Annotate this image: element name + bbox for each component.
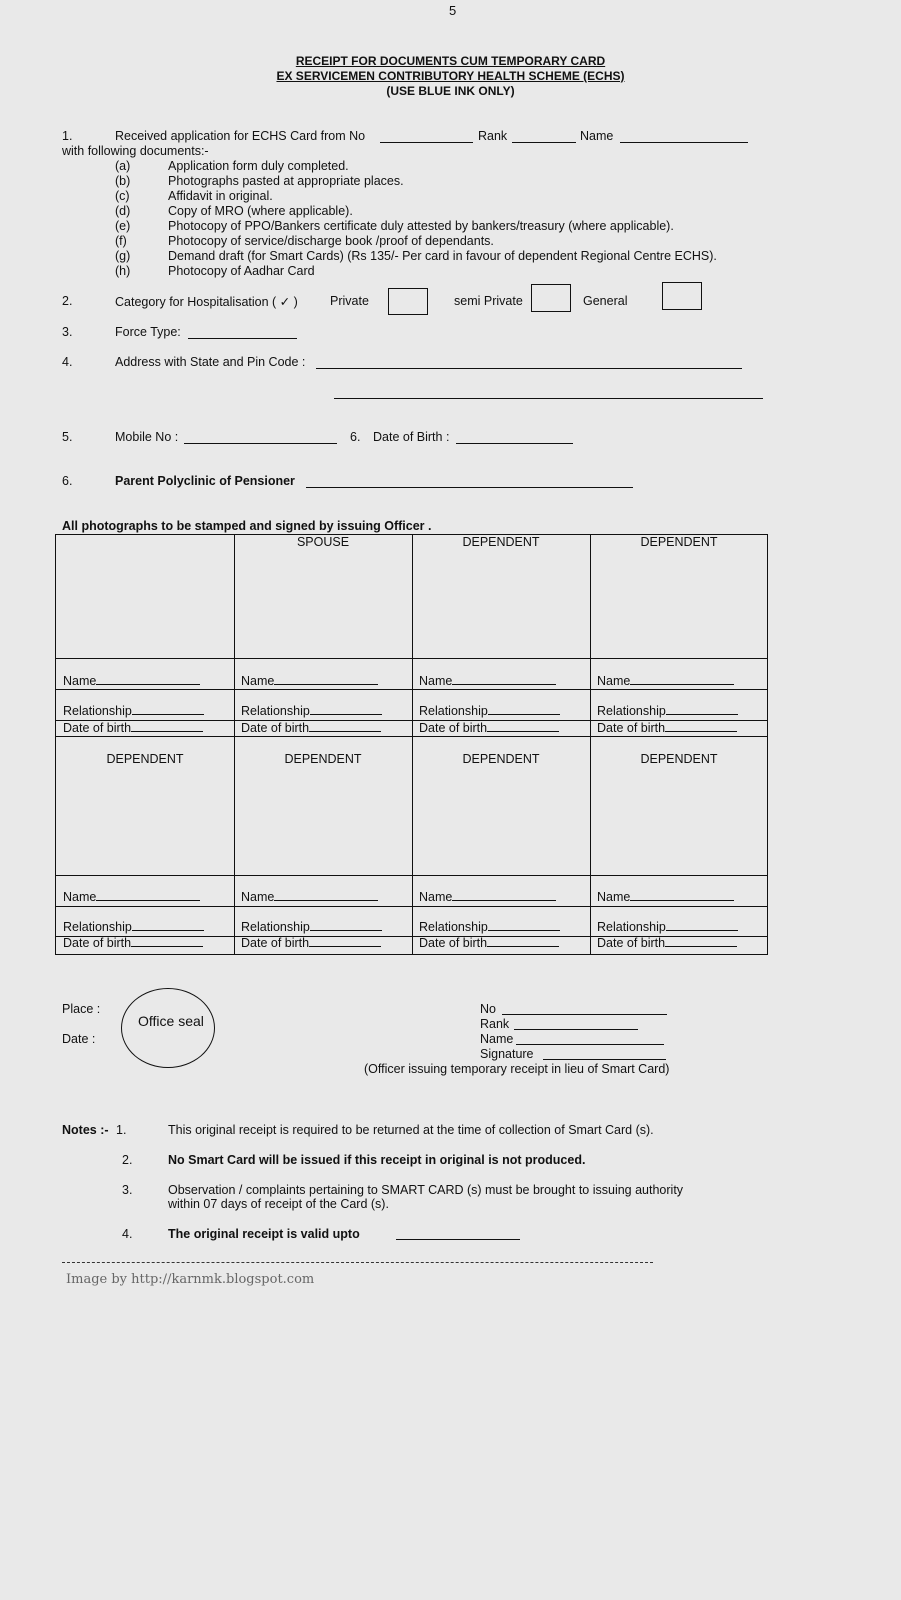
- photo-table: [55, 534, 768, 955]
- item5-number: 5.: [62, 430, 73, 444]
- field-label: Relationship: [241, 920, 310, 934]
- dob-field[interactable]: [241, 935, 381, 950]
- force-type-label: Force Type:: [115, 325, 181, 339]
- address-label: Address with State and Pin Code :: [115, 355, 306, 369]
- note-text: This original receipt is required to be returned at the time of collection of Smart Card (s).: [168, 1123, 654, 1137]
- field-label: Date of birth: [241, 721, 310, 735]
- photo-header-dependent: DEPENDENT: [462, 752, 540, 766]
- field-blank[interactable]: [630, 673, 734, 685]
- name-field[interactable]: [241, 673, 378, 688]
- table-divider: [56, 689, 767, 690]
- field-blank[interactable]: [309, 720, 381, 732]
- photo-header-dependent: DEPENDENT: [462, 535, 540, 549]
- photo-header-dependent: DEPENDENT: [640, 752, 718, 766]
- place-label: Place :: [62, 1002, 101, 1016]
- field-blank[interactable]: [630, 889, 734, 901]
- doc-code: (g): [115, 249, 131, 263]
- hospitalisation-category-label: Category for Hospitalisation ( ✓ ): [115, 295, 298, 309]
- page-number: 5: [449, 3, 457, 18]
- watermark: Image by http://karnmk.blogspot.com: [66, 1272, 315, 1287]
- field-blank[interactable]: [96, 673, 200, 685]
- field-label: Relationship: [597, 920, 666, 934]
- address-blank-1[interactable]: [316, 368, 742, 369]
- note-text: No Smart Card will be issued if this receipt in original is not produced.: [168, 1153, 586, 1167]
- field-label: Date of birth: [419, 936, 488, 950]
- title-line-1: RECEIPT FOR DOCUMENTS CUM TEMPORARY CARD: [295, 54, 606, 68]
- field-blank[interactable]: [96, 889, 200, 901]
- name-field[interactable]: [63, 889, 200, 904]
- field-label: Name: [63, 674, 97, 688]
- table-divider: [56, 736, 767, 737]
- item1-number: 1.: [62, 129, 73, 143]
- name-field[interactable]: [597, 889, 734, 904]
- photo-box[interactable]: [56, 769, 234, 875]
- field-label: Name: [597, 890, 631, 904]
- general-label: General: [583, 294, 628, 308]
- field-blank[interactable]: [488, 703, 560, 715]
- name-field[interactable]: [419, 889, 556, 904]
- semi-private-label: semi Private: [454, 294, 523, 308]
- force-type-blank[interactable]: [188, 338, 297, 339]
- note-number: 2.: [122, 1153, 133, 1167]
- ecsh-no-blank[interactable]: [380, 142, 473, 143]
- field-label: Date of birth: [241, 936, 310, 950]
- dob-field[interactable]: [63, 720, 203, 735]
- doc-text: Photocopy of service/discharge book /proof of dependants.: [168, 234, 494, 248]
- valid-upto-blank[interactable]: [396, 1239, 520, 1240]
- officer-name-label: Name: [480, 1032, 514, 1046]
- address-blank-2[interactable]: [334, 398, 763, 399]
- field-label: Date of birth: [597, 936, 666, 950]
- field-blank[interactable]: [666, 919, 738, 931]
- field-label: Relationship: [597, 704, 666, 718]
- field-blank[interactable]: [310, 703, 382, 715]
- relationship-field[interactable]: [419, 703, 560, 718]
- field-blank[interactable]: [487, 935, 559, 947]
- note-number: 3.: [122, 1183, 133, 1197]
- officer-no-blank[interactable]: [502, 1014, 667, 1015]
- dob-field[interactable]: [241, 720, 381, 735]
- field-label: Name: [419, 674, 453, 688]
- officer-signature-blank[interactable]: [543, 1059, 666, 1060]
- doc-text: Application form duly completed.: [168, 159, 349, 173]
- photo-header-dependent: DEPENDENT: [640, 535, 718, 549]
- name-field[interactable]: [241, 889, 378, 904]
- table-divider: [56, 875, 767, 876]
- field-label: Name: [419, 890, 453, 904]
- relationship-field[interactable]: [241, 919, 382, 934]
- field-label: Relationship: [419, 704, 488, 718]
- doc-code: (d): [115, 204, 131, 218]
- officer-name-blank[interactable]: [516, 1044, 664, 1045]
- dob-label: Date of Birth :: [373, 430, 450, 444]
- notes-title: Notes :-: [62, 1123, 109, 1137]
- relationship-field[interactable]: [419, 919, 560, 934]
- doc-text: Photocopy of Aadhar Card: [168, 264, 315, 278]
- doc-code: (h): [115, 264, 131, 278]
- dob-blank[interactable]: [456, 443, 573, 444]
- doc-text: Photocopy of PPO/Bankers certificate duly attested by bankers/treasury (where applicable).: [168, 219, 674, 233]
- doc-code: (a): [115, 159, 131, 173]
- doc-code: (f): [115, 234, 127, 248]
- field-label: Date of birth: [597, 721, 666, 735]
- private-label: Private: [330, 294, 369, 308]
- dashed-divider: [62, 1262, 653, 1263]
- officer-rank-label: Rank: [480, 1017, 510, 1031]
- relationship-field[interactable]: [597, 919, 738, 934]
- field-blank[interactable]: [132, 703, 204, 715]
- field-label: Relationship: [63, 704, 132, 718]
- doc-text: Affidavit in original.: [168, 189, 273, 203]
- relationship-field[interactable]: [241, 703, 382, 718]
- dob-field[interactable]: [419, 935, 559, 950]
- note-text: The original receipt is valid upto: [168, 1227, 360, 1241]
- item6-number: 6.: [62, 474, 73, 488]
- mobile-label: Mobile No :: [115, 430, 179, 444]
- date-label: Date :: [62, 1032, 96, 1046]
- field-blank[interactable]: [665, 720, 737, 732]
- field-label: Name: [241, 890, 275, 904]
- photo-box[interactable]: [56, 535, 234, 658]
- table-divider: [56, 906, 767, 907]
- officer-no-label: No: [480, 1002, 496, 1016]
- field-blank[interactable]: [309, 935, 381, 947]
- field-blank[interactable]: [487, 720, 559, 732]
- table-divider: [56, 658, 767, 659]
- field-blank[interactable]: [665, 935, 737, 947]
- field-blank[interactable]: [452, 673, 556, 685]
- doc-code: (e): [115, 219, 131, 233]
- dob-field[interactable]: [597, 720, 737, 735]
- title-line-3: (USE BLUE INK ONLY): [386, 84, 515, 98]
- rank-label: Rank: [478, 129, 508, 143]
- photo-note: All photographs to be stamped and signed by issuing Officer .: [62, 519, 432, 533]
- item3-number: 3.: [62, 325, 73, 339]
- doc-text: Photographs pasted at appropriate places.: [168, 174, 404, 188]
- field-blank[interactable]: [666, 703, 738, 715]
- relationship-field[interactable]: [63, 703, 204, 718]
- field-blank[interactable]: [274, 889, 378, 901]
- field-label: Date of birth: [63, 936, 132, 950]
- rank-blank[interactable]: [512, 142, 576, 143]
- officer-caption: (Officer issuing temporary receipt in lieu of Smart Card): [364, 1062, 670, 1076]
- photo-box[interactable]: [412, 769, 590, 875]
- note-text-continued: within 07 days of receipt of the Card (s).: [168, 1197, 389, 1211]
- doc-code: (b): [115, 174, 131, 188]
- field-blank[interactable]: [274, 673, 378, 685]
- dob-field[interactable]: [419, 720, 559, 735]
- name-blank[interactable]: [620, 142, 748, 143]
- name-field[interactable]: [419, 673, 556, 688]
- photo-header-spouse: SPOUSE: [296, 535, 350, 549]
- field-label: Relationship: [419, 920, 488, 934]
- photo-box[interactable]: [590, 769, 768, 875]
- field-label: Name: [241, 674, 275, 688]
- item4-number: 4.: [62, 355, 73, 369]
- note-number: 1.: [116, 1123, 127, 1137]
- semi-private-checkbox[interactable]: [531, 284, 571, 312]
- field-blank[interactable]: [132, 919, 204, 931]
- item1-received-text: Received application for ECHS Card from No: [115, 129, 366, 143]
- field-label: Date of birth: [419, 721, 488, 735]
- parent-polyclinic-blank[interactable]: [306, 487, 633, 488]
- photo-box[interactable]: [234, 551, 412, 658]
- general-checkbox[interactable]: [662, 282, 702, 310]
- relationship-field[interactable]: [597, 703, 738, 718]
- parent-polyclinic-label: Parent Polyclinic of Pensioner: [115, 474, 295, 488]
- doc-text: Demand draft (for Smart Cards) (Rs 135/- Per card in favour of dependent Regional Centre ECHS).: [168, 249, 717, 263]
- field-label: Relationship: [241, 704, 310, 718]
- dob-field[interactable]: [63, 935, 203, 950]
- note-text: Observation / complaints pertaining to SMART CARD (s) must be brought to issuing authority: [168, 1183, 684, 1197]
- relationship-field[interactable]: [63, 919, 204, 934]
- note-number: 4.: [122, 1227, 133, 1241]
- office-seal-label: Office seal: [138, 1013, 204, 1029]
- photo-header-dependent: DEPENDENT: [106, 752, 184, 766]
- mobile-blank[interactable]: [184, 443, 337, 444]
- officer-signature-label: Signature: [480, 1047, 534, 1061]
- field-label: Date of birth: [63, 721, 132, 735]
- field-blank[interactable]: [452, 889, 556, 901]
- item6-dob-number: 6.: [350, 430, 361, 444]
- field-blank[interactable]: [310, 919, 382, 931]
- field-blank[interactable]: [488, 919, 560, 931]
- with-docs-text: with following documents:-: [62, 144, 209, 158]
- field-blank[interactable]: [131, 935, 203, 947]
- doc-text: Copy of MRO (where applicable).: [168, 204, 353, 218]
- dob-field[interactable]: [597, 935, 737, 950]
- photo-header-dependent: DEPENDENT: [284, 752, 362, 766]
- name-field[interactable]: [63, 673, 200, 688]
- title-line-2: EX SERVICEMEN CONTRIBUTORY HEALTH SCHEME (ECHS): [276, 69, 625, 83]
- private-checkbox[interactable]: [388, 288, 428, 315]
- officer-rank-blank[interactable]: [514, 1029, 638, 1030]
- field-label: Name: [63, 890, 97, 904]
- photo-box[interactable]: [234, 769, 412, 875]
- field-label: Relationship: [63, 920, 132, 934]
- photo-box[interactable]: [590, 551, 768, 658]
- name-field[interactable]: [597, 673, 734, 688]
- name-label: Name: [580, 129, 614, 143]
- field-label: Name: [597, 674, 631, 688]
- field-blank[interactable]: [131, 720, 203, 732]
- doc-code: (c): [115, 189, 130, 203]
- photo-box[interactable]: [412, 551, 590, 658]
- item2-number: 2.: [62, 294, 73, 308]
